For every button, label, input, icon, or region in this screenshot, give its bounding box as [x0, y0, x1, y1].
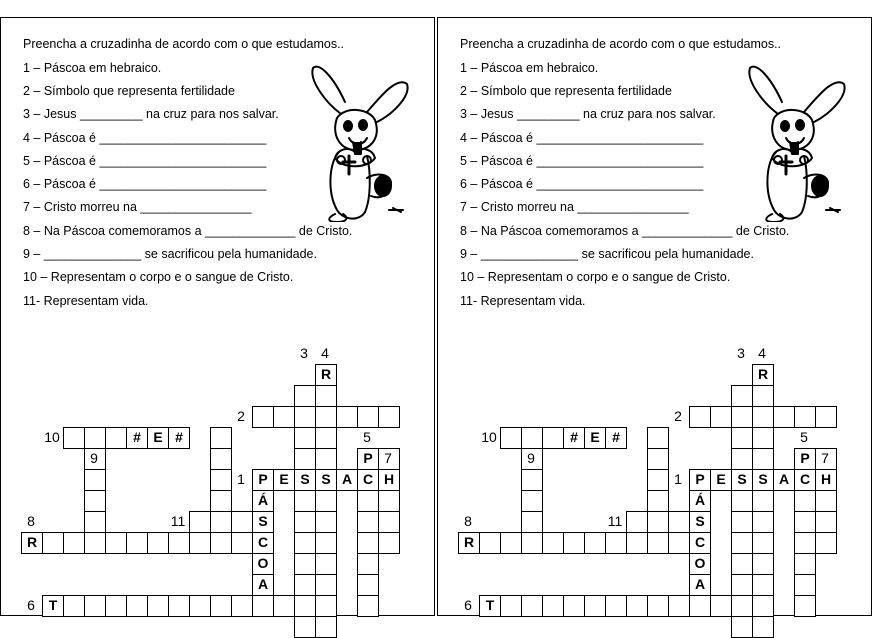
- letter-r-word8[interactable]: R: [458, 532, 480, 554]
- crossword-number: 10: [481, 429, 497, 445]
- letter-pessach-5[interactable]: A: [336, 469, 358, 491]
- crossword-cell[interactable]: [210, 490, 232, 512]
- crossword-cell[interactable]: [168, 532, 190, 554]
- crossword-grid: [1, 18, 436, 617]
- crossword-number: 2: [237, 408, 245, 424]
- crossword-cell[interactable]: [605, 595, 627, 617]
- crossword-cell[interactable]: [647, 448, 669, 470]
- crossword-cell[interactable]: [210, 469, 232, 491]
- crossword-cell[interactable]: [357, 553, 379, 575]
- crossword-cell[interactable]: [252, 406, 274, 428]
- letter-pascoa-3[interactable]: S: [252, 511, 274, 533]
- clue-6: 6 – Páscoa é ________________________: [460, 177, 704, 191]
- crossword-cell[interactable]: [378, 406, 400, 428]
- crossword-cell[interactable]: [521, 427, 543, 449]
- crossword-cell[interactable]: [794, 595, 816, 617]
- letter-pessach-3[interactable]: S: [731, 469, 753, 491]
- crossword-cell[interactable]: [521, 532, 543, 554]
- letter-pessach-1[interactable]: P: [689, 469, 711, 491]
- crossword-cell[interactable]: [731, 532, 753, 554]
- crossword-cell[interactable]: [294, 532, 316, 554]
- crossword-cell[interactable]: [752, 490, 774, 512]
- crossword-number: 10: [44, 429, 60, 445]
- crossword-cell[interactable]: [647, 595, 669, 617]
- letter-word10-1[interactable]: #: [563, 427, 585, 449]
- crossword-cell[interactable]: [378, 490, 400, 512]
- crossword-cell[interactable]: [626, 595, 648, 617]
- clue-1: 1 – Páscoa em hebraico.: [460, 61, 599, 75]
- crossword-number: 11: [607, 513, 623, 529]
- crossword-cell[interactable]: [294, 574, 316, 596]
- crossword-cell[interactable]: [315, 616, 337, 638]
- crossword-cell[interactable]: [210, 448, 232, 470]
- crossword-cell[interactable]: [63, 427, 85, 449]
- crossword-cell[interactable]: [815, 532, 837, 554]
- crossword-cell[interactable]: [731, 448, 753, 470]
- letter-word10-2[interactable]: E: [147, 427, 169, 449]
- crossword-cell[interactable]: [105, 427, 127, 449]
- crossword-cell[interactable]: [105, 595, 127, 617]
- crossword-cell[interactable]: [210, 427, 232, 449]
- letter-pessach-6[interactable]: C: [357, 469, 379, 491]
- crossword-cell[interactable]: [189, 511, 211, 533]
- crossword-cell[interactable]: [294, 511, 316, 533]
- crossword-cell[interactable]: [252, 595, 274, 617]
- crossword-cell[interactable]: [273, 595, 295, 617]
- crossword-cell[interactable]: [752, 532, 774, 554]
- crossword-number: 11: [170, 513, 186, 529]
- crossword-cell[interactable]: [752, 427, 774, 449]
- crossword-cell[interactable]: [500, 532, 522, 554]
- crossword-cell[interactable]: [752, 511, 774, 533]
- crossword-cell[interactable]: [63, 595, 85, 617]
- crossword-cell[interactable]: [63, 532, 85, 554]
- crossword-cell[interactable]: [731, 511, 753, 533]
- letter-pessach-5[interactable]: A: [773, 469, 795, 491]
- letter-pascoa-6[interactable]: A: [252, 574, 274, 596]
- letter-r-word3[interactable]: R: [315, 364, 337, 386]
- crossword-cell[interactable]: [752, 385, 774, 407]
- crossword-cell[interactable]: [500, 595, 522, 617]
- crossword-cell[interactable]: [84, 595, 106, 617]
- clue-8: 8 – Na Páscoa comemoramos a _____________ de Cristo.: [23, 224, 353, 238]
- crossword-cell[interactable]: [231, 511, 253, 533]
- crossword-cell[interactable]: [189, 532, 211, 554]
- letter-pessach-7[interactable]: H: [815, 469, 837, 491]
- crossword-cell[interactable]: [752, 448, 774, 470]
- letter-pessach-4[interactable]: S: [315, 469, 337, 491]
- letter-pascoa-5[interactable]: O: [689, 553, 711, 575]
- crossword-cell[interactable]: [378, 511, 400, 533]
- crossword-cell[interactable]: [815, 406, 837, 428]
- letter-pascoa-5[interactable]: O: [252, 553, 274, 575]
- crossword-cell[interactable]: [731, 574, 753, 596]
- letter-word10-2[interactable]: E: [584, 427, 606, 449]
- crossword-cell[interactable]: [315, 532, 337, 554]
- crossword-cell[interactable]: [210, 532, 232, 554]
- crossword-number: 1: [674, 471, 682, 487]
- letter-r-word3[interactable]: R: [752, 364, 774, 386]
- crossword-cell[interactable]: [521, 511, 543, 533]
- crossword-cell[interactable]: [294, 490, 316, 512]
- crossword-grid: [438, 18, 873, 617]
- crossword-cell[interactable]: [731, 616, 753, 638]
- crossword-cell[interactable]: [294, 595, 316, 617]
- crossword-number: 7: [821, 450, 829, 466]
- crossword-cell[interactable]: [126, 532, 148, 554]
- crossword-cell[interactable]: [626, 511, 648, 533]
- crossword-cell[interactable]: [168, 595, 190, 617]
- clue-2: 2 – Símbolo que representa fertilidade: [460, 84, 672, 98]
- letter-pessach-3[interactable]: S: [294, 469, 316, 491]
- crossword-cell[interactable]: [84, 427, 106, 449]
- worksheet-title: Preencha a cruzadinha de acordo com o que estudamos..: [23, 37, 345, 51]
- crossword-cell[interactable]: [752, 616, 774, 638]
- crossword-cell[interactable]: [357, 574, 379, 596]
- crossword-cell[interactable]: [542, 427, 564, 449]
- crossword-cell[interactable]: [521, 595, 543, 617]
- clue-9: 9 – ______________ se sacrificou pela humanidade.: [460, 247, 754, 261]
- crossword-cell[interactable]: [315, 448, 337, 470]
- crossword-cell[interactable]: [336, 406, 358, 428]
- crossword-cell[interactable]: [815, 490, 837, 512]
- crossword-cell[interactable]: [105, 532, 127, 554]
- crossword-cell[interactable]: [731, 385, 753, 407]
- crossword-cell[interactable]: [815, 511, 837, 533]
- crossword-cell[interactable]: [189, 595, 211, 617]
- crossword-cell[interactable]: [626, 532, 648, 554]
- clue-2: 2 – Símbolo que representa fertilidade: [23, 84, 235, 98]
- crossword-number: 9: [90, 450, 98, 466]
- crossword-cell[interactable]: [357, 406, 379, 428]
- crossword-cell[interactable]: [500, 427, 522, 449]
- clue-3: 3 – Jesus _________ na cruz para nos salvar.: [23, 107, 279, 121]
- clue-8: 8 – Na Páscoa comemoramos a _____________ de Cristo.: [460, 224, 790, 238]
- crossword-cell[interactable]: [794, 511, 816, 533]
- clue-11: 11- Representam vida.: [460, 294, 586, 308]
- crossword-number: 7: [384, 450, 392, 466]
- crossword-cell[interactable]: [378, 532, 400, 554]
- crossword-cell[interactable]: [542, 595, 564, 617]
- crossword-cell[interactable]: [647, 532, 669, 554]
- crossword-cell[interactable]: [315, 385, 337, 407]
- letter-p-word5[interactable]: P: [357, 448, 379, 470]
- crossword-cell[interactable]: [147, 532, 169, 554]
- crossword-cell[interactable]: [689, 406, 711, 428]
- crossword-cell[interactable]: [357, 595, 379, 617]
- crossword-cell[interactable]: [42, 532, 64, 554]
- crossword-cell[interactable]: [294, 616, 316, 638]
- crossword-number: 6: [27, 597, 35, 613]
- clue-10: 10 – Representam o corpo e o sangue de Cristo.: [23, 270, 294, 284]
- clue-3: 3 – Jesus _________ na cruz para nos salvar.: [460, 107, 716, 121]
- crossword-cell[interactable]: [668, 532, 690, 554]
- crossword-number: 3: [737, 345, 745, 361]
- crossword-cell[interactable]: [647, 469, 669, 491]
- crossword-cell[interactable]: [315, 427, 337, 449]
- crossword-cell[interactable]: [294, 385, 316, 407]
- clue-9: 9 – ______________ se sacrificou pela humanidade.: [23, 247, 317, 261]
- crossword-cell[interactable]: [710, 406, 732, 428]
- crossword-cell[interactable]: [794, 532, 816, 554]
- crossword-cell[interactable]: [315, 595, 337, 617]
- crossword-cell[interactable]: [710, 595, 732, 617]
- crossword-cell[interactable]: [584, 595, 606, 617]
- clue-10: 10 – Representam o corpo e o sangue de Cristo.: [460, 270, 731, 284]
- letter-pascoa-2[interactable]: Á: [252, 490, 274, 512]
- letter-word10-1[interactable]: #: [126, 427, 148, 449]
- crossword-cell[interactable]: [357, 511, 379, 533]
- crossword-cell[interactable]: [584, 532, 606, 554]
- crossword-cell[interactable]: [231, 532, 253, 554]
- crossword-cell[interactable]: [315, 553, 337, 575]
- crossword-number: 2: [674, 408, 682, 424]
- crossword-cell[interactable]: [210, 511, 232, 533]
- crossword-cell[interactable]: [731, 553, 753, 575]
- clue-6: 6 – Páscoa é ________________________: [23, 177, 267, 191]
- crossword-cell[interactable]: [84, 532, 106, 554]
- crossword-cell[interactable]: [126, 595, 148, 617]
- letter-pascoa-2[interactable]: Á: [689, 490, 711, 512]
- crossword-cell[interactable]: [315, 511, 337, 533]
- crossword-cell[interactable]: [647, 490, 669, 512]
- crossword-cell[interactable]: [752, 574, 774, 596]
- letter-pessach-4[interactable]: S: [752, 469, 774, 491]
- crossword-number: 4: [321, 345, 329, 361]
- crossword-number: 5: [363, 429, 371, 445]
- crossword-cell[interactable]: [542, 532, 564, 554]
- worksheet-left: [0, 17, 435, 616]
- crossword-number: 8: [464, 513, 472, 529]
- crossword-cell[interactable]: [731, 427, 753, 449]
- crossword-cell[interactable]: [563, 595, 585, 617]
- worksheet-right: [437, 17, 872, 616]
- clue-4: 4 – Páscoa é ________________________: [23, 131, 267, 145]
- crossword-cell[interactable]: [794, 553, 816, 575]
- letter-r-word8[interactable]: R: [21, 532, 43, 554]
- crossword-cell[interactable]: [84, 511, 106, 533]
- crossword-cell[interactable]: [647, 427, 669, 449]
- crossword-cell[interactable]: [731, 490, 753, 512]
- crossword-number: 6: [464, 597, 472, 613]
- crossword-cell[interactable]: [668, 511, 690, 533]
- crossword-cell[interactable]: [794, 406, 816, 428]
- letter-pessach-2[interactable]: E: [710, 469, 732, 491]
- clue-5: 5 – Páscoa é ________________________: [460, 154, 704, 168]
- clue-7: 7 – Cristo morreu na ________________: [460, 200, 689, 214]
- crossword-cell[interactable]: [210, 595, 232, 617]
- crossword-cell[interactable]: [273, 406, 295, 428]
- clue-7: 7 – Cristo morreu na ________________: [23, 200, 252, 214]
- crossword-cell[interactable]: [563, 532, 585, 554]
- crossword-number: 3: [300, 345, 308, 361]
- crossword-number: 8: [27, 513, 35, 529]
- crossword-cell[interactable]: [752, 595, 774, 617]
- crossword-cell[interactable]: [605, 532, 627, 554]
- crossword-cell[interactable]: [84, 469, 106, 491]
- letter-pessach-1[interactable]: P: [252, 469, 274, 491]
- crossword-cell[interactable]: [294, 553, 316, 575]
- worksheet-title: Preencha a cruzadinha de acordo com o que estudamos..: [460, 37, 782, 51]
- clue-1: 1 – Páscoa em hebraico.: [23, 61, 162, 75]
- letter-word10-3[interactable]: #: [168, 427, 190, 449]
- crossword-cell[interactable]: [479, 532, 501, 554]
- crossword-cell[interactable]: [294, 406, 316, 428]
- letter-t-word6[interactable]: T: [479, 595, 501, 617]
- crossword-cell[interactable]: [731, 595, 753, 617]
- crossword-cell[interactable]: [315, 490, 337, 512]
- letter-word10-3[interactable]: #: [605, 427, 627, 449]
- letter-pascoa-4[interactable]: C: [252, 532, 274, 554]
- letter-pessach-2[interactable]: E: [273, 469, 295, 491]
- crossword-cell[interactable]: [647, 511, 669, 533]
- crossword-number: 1: [237, 471, 245, 487]
- crossword-cell[interactable]: [521, 490, 543, 512]
- letter-pessach-6[interactable]: C: [794, 469, 816, 491]
- crossword-cell[interactable]: [668, 595, 690, 617]
- crossword-cell[interactable]: [231, 595, 253, 617]
- letter-p-word5[interactable]: P: [794, 448, 816, 470]
- crossword-cell[interactable]: [689, 595, 711, 617]
- crossword-cell[interactable]: [147, 595, 169, 617]
- crossword-cell[interactable]: [84, 490, 106, 512]
- crossword-cell[interactable]: [773, 406, 795, 428]
- letter-pessach-7[interactable]: H: [378, 469, 400, 491]
- letter-pascoa-3[interactable]: S: [689, 511, 711, 533]
- crossword-number: 9: [527, 450, 535, 466]
- crossword-cell[interactable]: [294, 448, 316, 470]
- crossword-cell[interactable]: [794, 574, 816, 596]
- letter-pascoa-4[interactable]: C: [689, 532, 711, 554]
- clue-5: 5 – Páscoa é ________________________: [23, 154, 267, 168]
- letter-t-word6[interactable]: T: [42, 595, 64, 617]
- crossword-cell[interactable]: [357, 532, 379, 554]
- crossword-cell[interactable]: [752, 406, 774, 428]
- letter-pascoa-6[interactable]: A: [689, 574, 711, 596]
- crossword-cell[interactable]: [315, 406, 337, 428]
- clue-11: 11- Representam vida.: [23, 294, 149, 308]
- crossword-cell[interactable]: [731, 406, 753, 428]
- crossword-cell[interactable]: [357, 490, 379, 512]
- crossword-cell[interactable]: [794, 490, 816, 512]
- crossword-number: 5: [800, 429, 808, 445]
- crossword-cell[interactable]: [521, 469, 543, 491]
- crossword-cell[interactable]: [294, 427, 316, 449]
- crossword-cell[interactable]: [315, 574, 337, 596]
- crossword-number: 4: [758, 345, 766, 361]
- clue-4: 4 – Páscoa é ________________________: [460, 131, 704, 145]
- crossword-cell[interactable]: [752, 553, 774, 575]
